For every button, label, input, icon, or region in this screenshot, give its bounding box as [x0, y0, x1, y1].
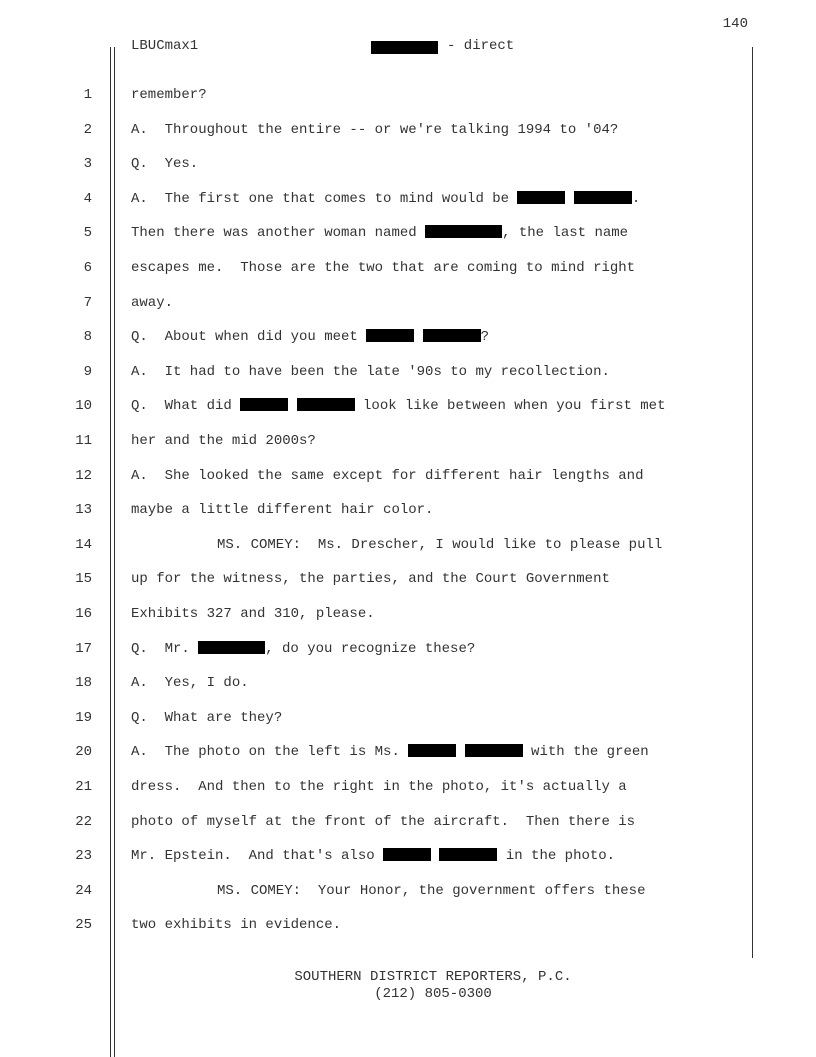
line-text: her and the mid 2000s?	[131, 433, 316, 449]
transcript-line	[0, 742, 816, 762]
line-text: Q. What are they?	[131, 709, 283, 726]
transcript-line	[0, 915, 816, 935]
line-text: two exhibits in evidence.	[131, 917, 342, 934]
transcript-line	[0, 431, 816, 451]
transcript-line	[0, 708, 816, 728]
transcript-line	[0, 673, 816, 693]
line-number: 25	[75, 917, 92, 934]
line-number: 16	[75, 606, 92, 622]
line-text: Q. Yes.	[131, 156, 199, 173]
line-number: 24	[75, 882, 92, 899]
line-number: 19	[75, 709, 92, 726]
line-text: MS. COMEY: Ms. Drescher, I would like to please pull	[217, 536, 663, 553]
transcript-line	[0, 154, 816, 174]
line-text: Q. What did look like between when you first met	[131, 398, 666, 415]
line-number: 17	[75, 640, 92, 657]
case-code: LBUCmax1	[131, 38, 199, 54]
transcript-line	[0, 535, 816, 555]
line-number: 8	[83, 329, 92, 346]
transcript-line	[0, 466, 816, 486]
line-number: 11	[75, 433, 92, 449]
line-text: A. She looked the same except for different hair lengths and	[131, 467, 644, 484]
transcript-line	[0, 639, 816, 659]
transcript-line	[0, 569, 816, 589]
line-text: A. The first one that comes to mind would be .	[131, 190, 641, 207]
line-text: maybe a little different hair color.	[131, 502, 434, 519]
redaction-bar	[297, 398, 355, 411]
transcript-line	[0, 777, 816, 797]
line-number: 18	[75, 675, 92, 692]
line-number: 21	[75, 779, 92, 795]
transcript-line	[0, 500, 816, 520]
line-text: A. The photo on the left is Ms. with the green	[131, 744, 649, 761]
line-number: 22	[75, 813, 92, 830]
transcript-line	[0, 362, 816, 382]
transcript-line	[0, 189, 816, 209]
redaction-bar	[439, 848, 497, 861]
line-text: up for the witness, the parties, and the Court Government	[131, 571, 610, 588]
line-text: remember?	[131, 87, 207, 103]
transcript-line	[0, 258, 816, 278]
page-number: 140	[722, 16, 748, 32]
transcript-line	[0, 327, 816, 347]
line-text: escapes me. Those are the two that are coming to mind right	[131, 260, 636, 276]
transcript-line	[0, 604, 816, 624]
line-number: 9	[83, 363, 92, 380]
line-number: 7	[83, 294, 92, 311]
redaction-bar	[198, 641, 265, 654]
line-number: 13	[75, 502, 92, 519]
line-text: A. Yes, I do.	[131, 675, 249, 692]
redaction-bar	[240, 398, 288, 411]
reporter-phone: (212) 805-0300	[374, 986, 492, 1002]
reporter-name: SOUTHERN DISTRICT REPORTERS, P.C.	[294, 969, 572, 985]
redaction-bar	[383, 848, 431, 861]
line-text: away.	[131, 294, 174, 311]
line-number: 10	[75, 398, 92, 415]
line-number: 12	[75, 467, 92, 484]
line-number: 5	[83, 225, 92, 242]
transcript-line	[0, 223, 816, 243]
line-text: MS. COMEY: Your Honor, the government offers these	[217, 882, 646, 899]
transcript-line	[0, 396, 816, 416]
redaction-bar	[465, 744, 523, 757]
redaction-bar	[371, 41, 438, 54]
transcript-line	[0, 120, 816, 140]
transcript-line	[0, 846, 816, 866]
line-text: A. Throughout the entire -- or we're talking 1994 to '04?	[131, 121, 619, 138]
line-text: dress. And then to the right in the photo, it's actually a	[131, 779, 627, 795]
line-number: 23	[75, 848, 92, 865]
line-text: Q. Mr. , do you recognize these?	[131, 640, 476, 657]
transcript-line	[0, 881, 816, 901]
redaction-bar	[423, 329, 481, 342]
transcript-line	[0, 85, 816, 105]
redaction-bar	[425, 225, 502, 238]
transcript-line	[0, 812, 816, 832]
line-text: Q. About when did you meet ?	[131, 329, 490, 346]
line-text: Mr. Epstein. And that's also in the photo.	[131, 848, 616, 865]
line-number: 14	[75, 536, 92, 553]
line-text: Then there was another woman named , the last name	[131, 225, 629, 242]
redaction-bar	[517, 191, 565, 204]
line-number: 2	[83, 121, 92, 138]
line-number: 4	[83, 190, 92, 207]
line-number: 1	[83, 87, 92, 103]
line-text: A. It had to have been the late '90s to my recollection.	[131, 363, 610, 380]
line-text: Exhibits 327 and 310, please.	[131, 606, 375, 622]
transcript-line	[0, 293, 816, 313]
redaction-bar	[574, 191, 632, 204]
line-number: 20	[75, 744, 92, 761]
line-number: 15	[75, 571, 92, 588]
section-label: - direct	[447, 38, 515, 54]
line-number: 6	[83, 260, 92, 276]
reporter-footer	[0, 969, 816, 1003]
redaction-bar	[408, 744, 456, 757]
line-number: 3	[83, 156, 92, 173]
line-text: photo of myself at the front of the aircraft. Then there is	[131, 813, 636, 830]
redaction-bar	[366, 329, 414, 342]
